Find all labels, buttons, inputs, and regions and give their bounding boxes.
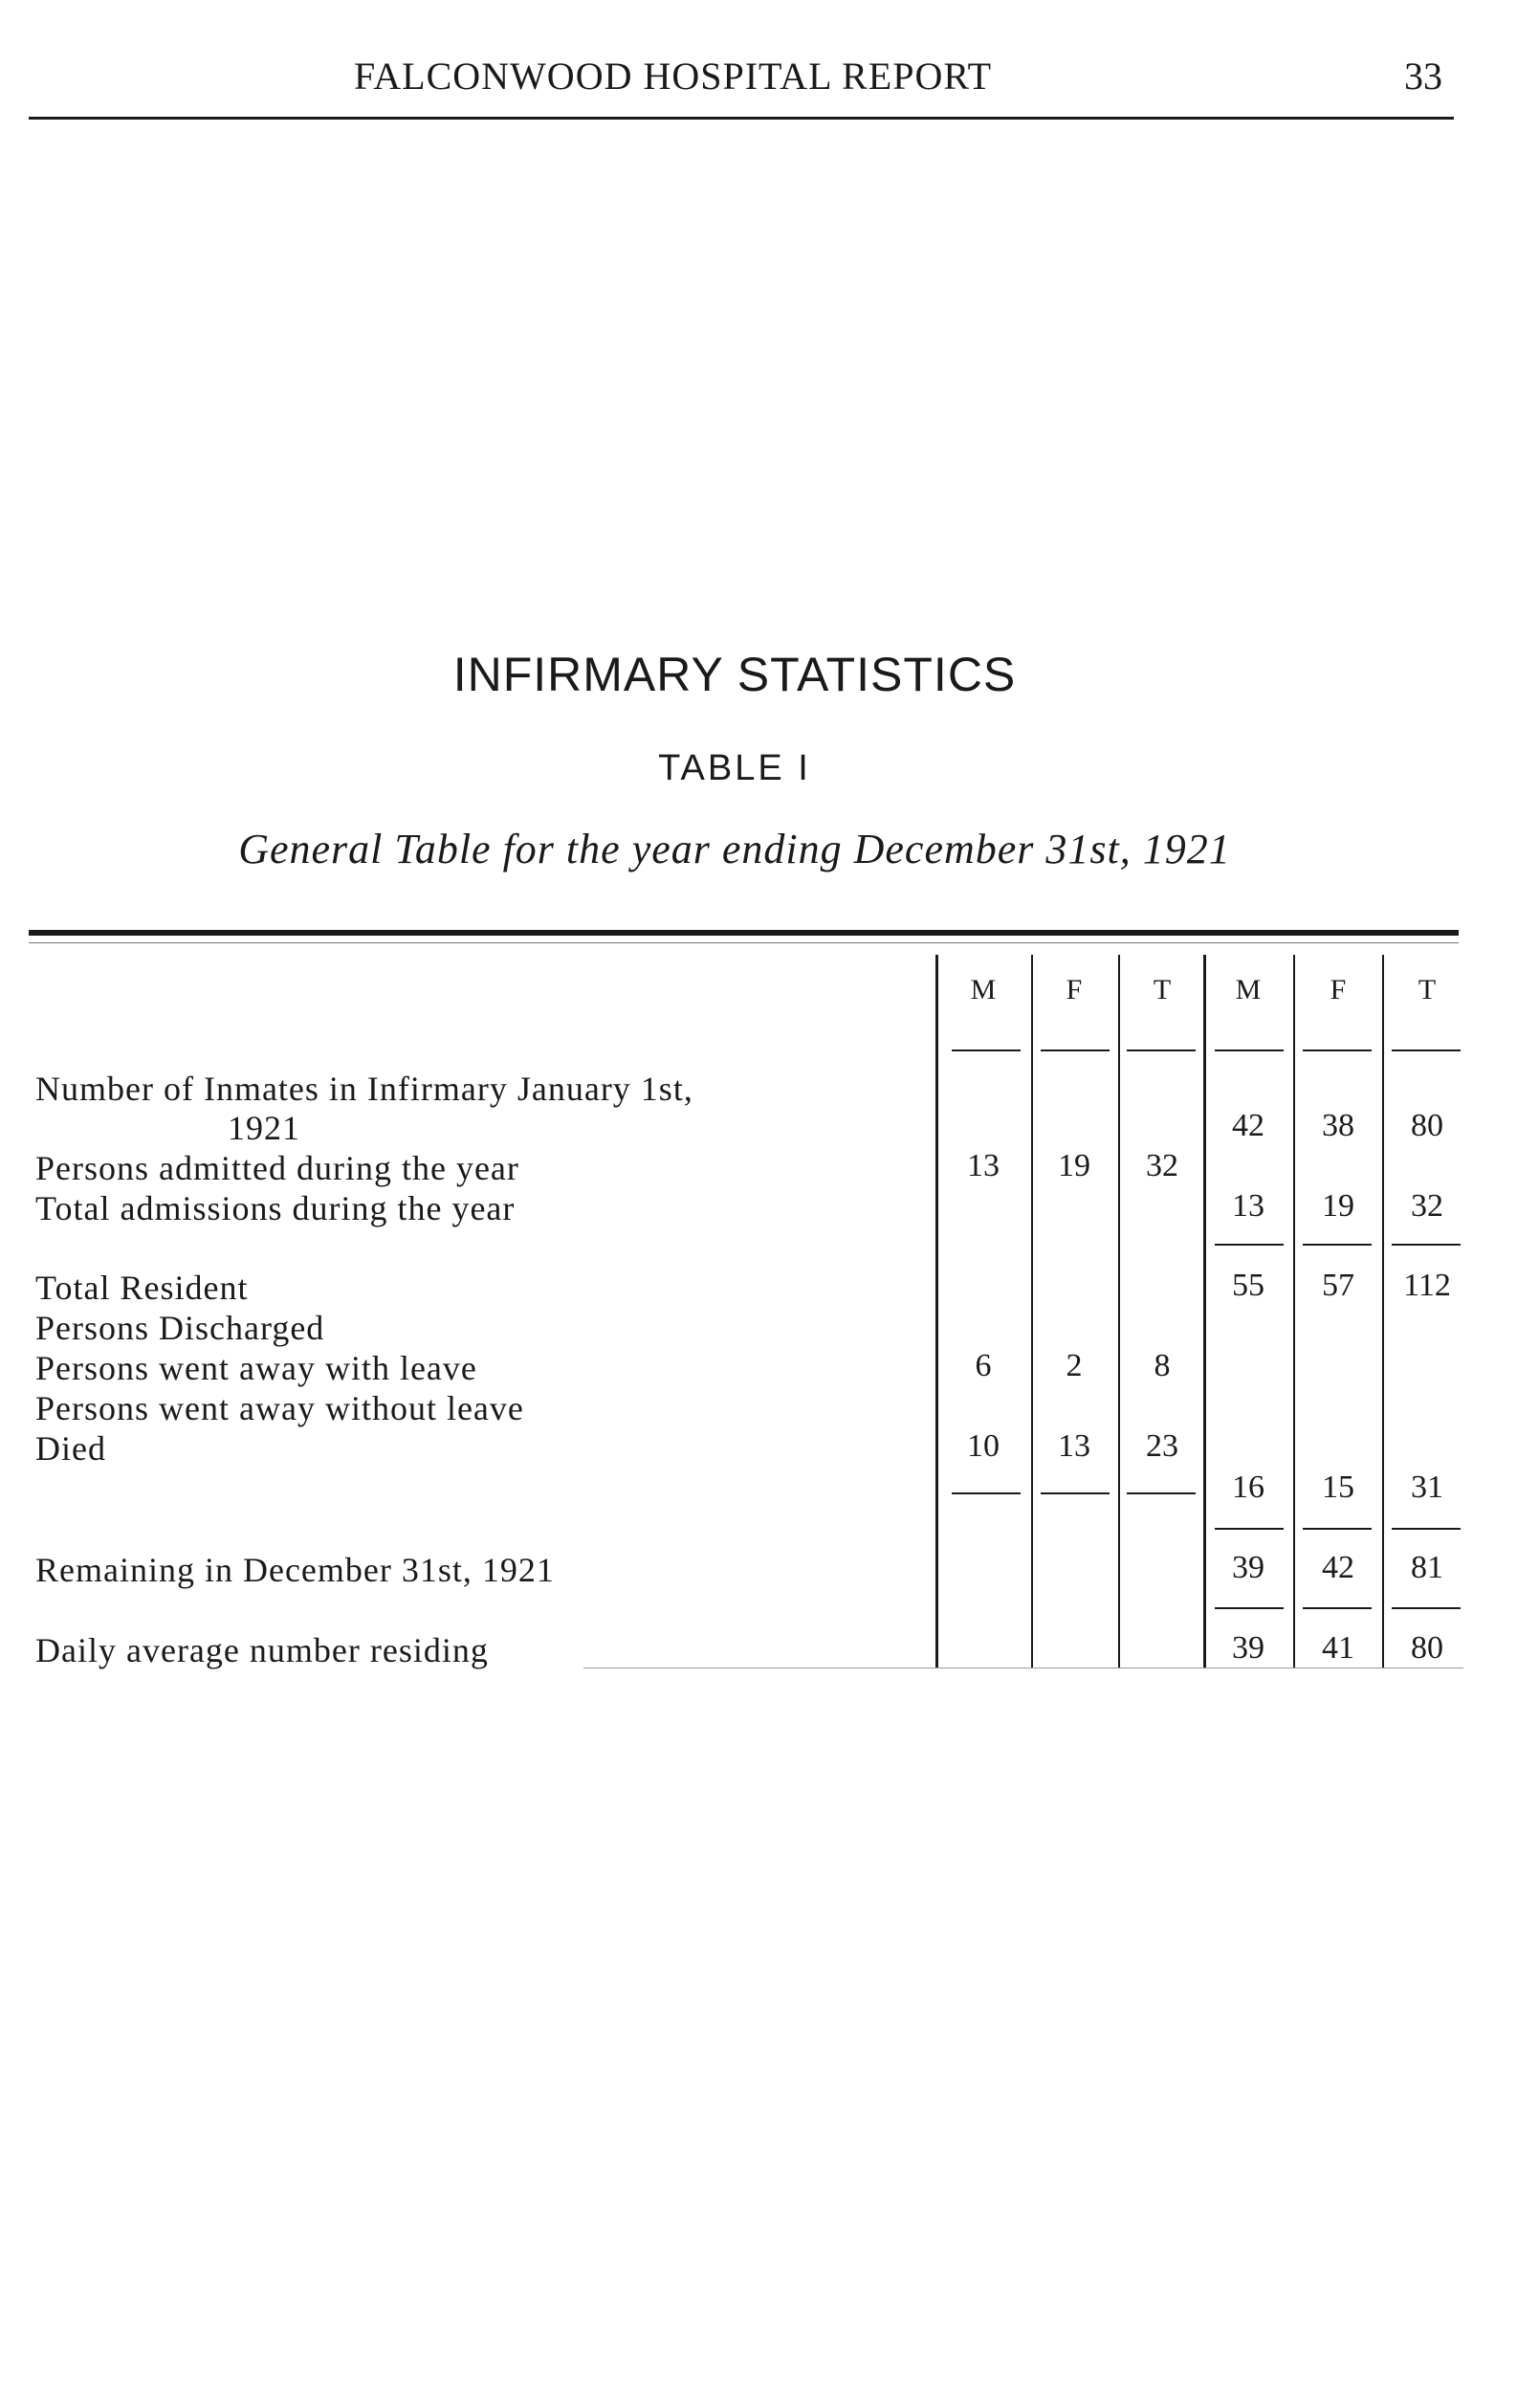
sum-rule: [1041, 1492, 1110, 1494]
table-cell: 15: [1322, 1469, 1354, 1505]
sum-rule: [1303, 1244, 1372, 1246]
column-header-male: M: [1235, 974, 1262, 1005]
table-top-rule-thin: [29, 942, 1459, 943]
table-cell: 10: [967, 1428, 1000, 1464]
table-cell: 42: [1232, 1108, 1264, 1143]
row-label-admitted: Persons admitted during the year: [35, 1149, 519, 1187]
table-cell: 31: [1411, 1469, 1443, 1505]
table-cell: 32: [1411, 1188, 1443, 1224]
table-cell: 39: [1232, 1630, 1264, 1666]
column-divider: [1118, 955, 1120, 1668]
column-header-female: F: [1066, 974, 1083, 1005]
table-cell: 2: [1066, 1348, 1083, 1383]
sum-rule: [1303, 1607, 1372, 1609]
row-label-total-resident: Total Resident: [35, 1269, 249, 1307]
table-cell: 41: [1322, 1630, 1354, 1666]
sum-rule: [1303, 1528, 1372, 1530]
table-cell: 112: [1403, 1268, 1451, 1303]
table-cell: 80: [1411, 1630, 1443, 1666]
table-cell: 39: [1232, 1550, 1264, 1585]
sum-rule: [952, 1492, 1021, 1494]
table-number: TABLE I: [658, 748, 811, 788]
table-cell: 55: [1232, 1268, 1264, 1303]
table-cell: 38: [1322, 1108, 1354, 1143]
table-cell: 32: [1146, 1148, 1178, 1183]
header-underline: [1215, 1049, 1284, 1051]
header-underline: [1041, 1049, 1110, 1051]
row-label-remaining: Remaining in December 31st, 1921: [35, 1551, 555, 1589]
header-underline: [1303, 1049, 1372, 1051]
table-cell: 80: [1411, 1108, 1443, 1143]
table-cell: 42: [1322, 1550, 1354, 1585]
row-label-total-admissions: Total admissions during the year: [35, 1189, 516, 1227]
row-label-away-without-leave: Persons went away without leave: [35, 1389, 524, 1427]
table-cell: 16: [1232, 1469, 1264, 1505]
column-header-total: T: [1418, 974, 1437, 1005]
table-cell: 13: [1058, 1428, 1090, 1464]
sum-rule: [1392, 1607, 1461, 1609]
table-cell: 81: [1411, 1550, 1443, 1585]
column-header-female: F: [1330, 974, 1347, 1005]
table-cell: 8: [1154, 1348, 1171, 1383]
row-label-away-with-leave: Persons went away with leave: [35, 1349, 477, 1387]
sum-rule: [1392, 1244, 1461, 1246]
column-header-male: M: [970, 974, 997, 1005]
table-cell: 6: [975, 1348, 992, 1383]
sum-rule: [1215, 1244, 1284, 1246]
row-label-daily-average: Daily average number residing: [35, 1631, 489, 1669]
table-cell: 19: [1322, 1188, 1354, 1224]
column-divider: [1031, 955, 1033, 1668]
header-rule: [29, 117, 1454, 120]
header-underline: [952, 1049, 1021, 1051]
table-cell: 13: [1232, 1188, 1264, 1224]
header-underline: [1127, 1049, 1196, 1051]
report-title: FALCONWOOD HOSPITAL REPORT: [354, 55, 993, 98]
row-label-inmates-jan-year: 1921: [228, 1109, 300, 1147]
row-label-died: Died: [35, 1429, 106, 1468]
sum-rule: [1392, 1528, 1461, 1530]
table-cell: 19: [1058, 1148, 1090, 1183]
sum-rule: [1215, 1528, 1284, 1530]
sum-rule: [1215, 1607, 1284, 1609]
running-head: [0, 54, 1517, 111]
table-top-rule: [29, 930, 1459, 936]
column-header-total: T: [1153, 974, 1172, 1005]
header-underline: [1392, 1049, 1461, 1051]
table-cell: 23: [1146, 1428, 1178, 1464]
table-cell: 57: [1322, 1268, 1354, 1303]
page-number: 33: [1404, 55, 1442, 98]
table-caption: General Table for the year ending December 31st, 1921: [238, 826, 1231, 873]
row-label-discharged: Persons Discharged: [35, 1309, 325, 1347]
row-label-inmates-jan: Number of Inmates in Infirmary January 1st,: [35, 1070, 693, 1108]
table-cell: 13: [967, 1148, 1000, 1183]
column-divider: [935, 955, 938, 1668]
section-title: INFIRMARY STATISTICS: [452, 648, 1017, 701]
sum-rule: [1127, 1492, 1196, 1494]
